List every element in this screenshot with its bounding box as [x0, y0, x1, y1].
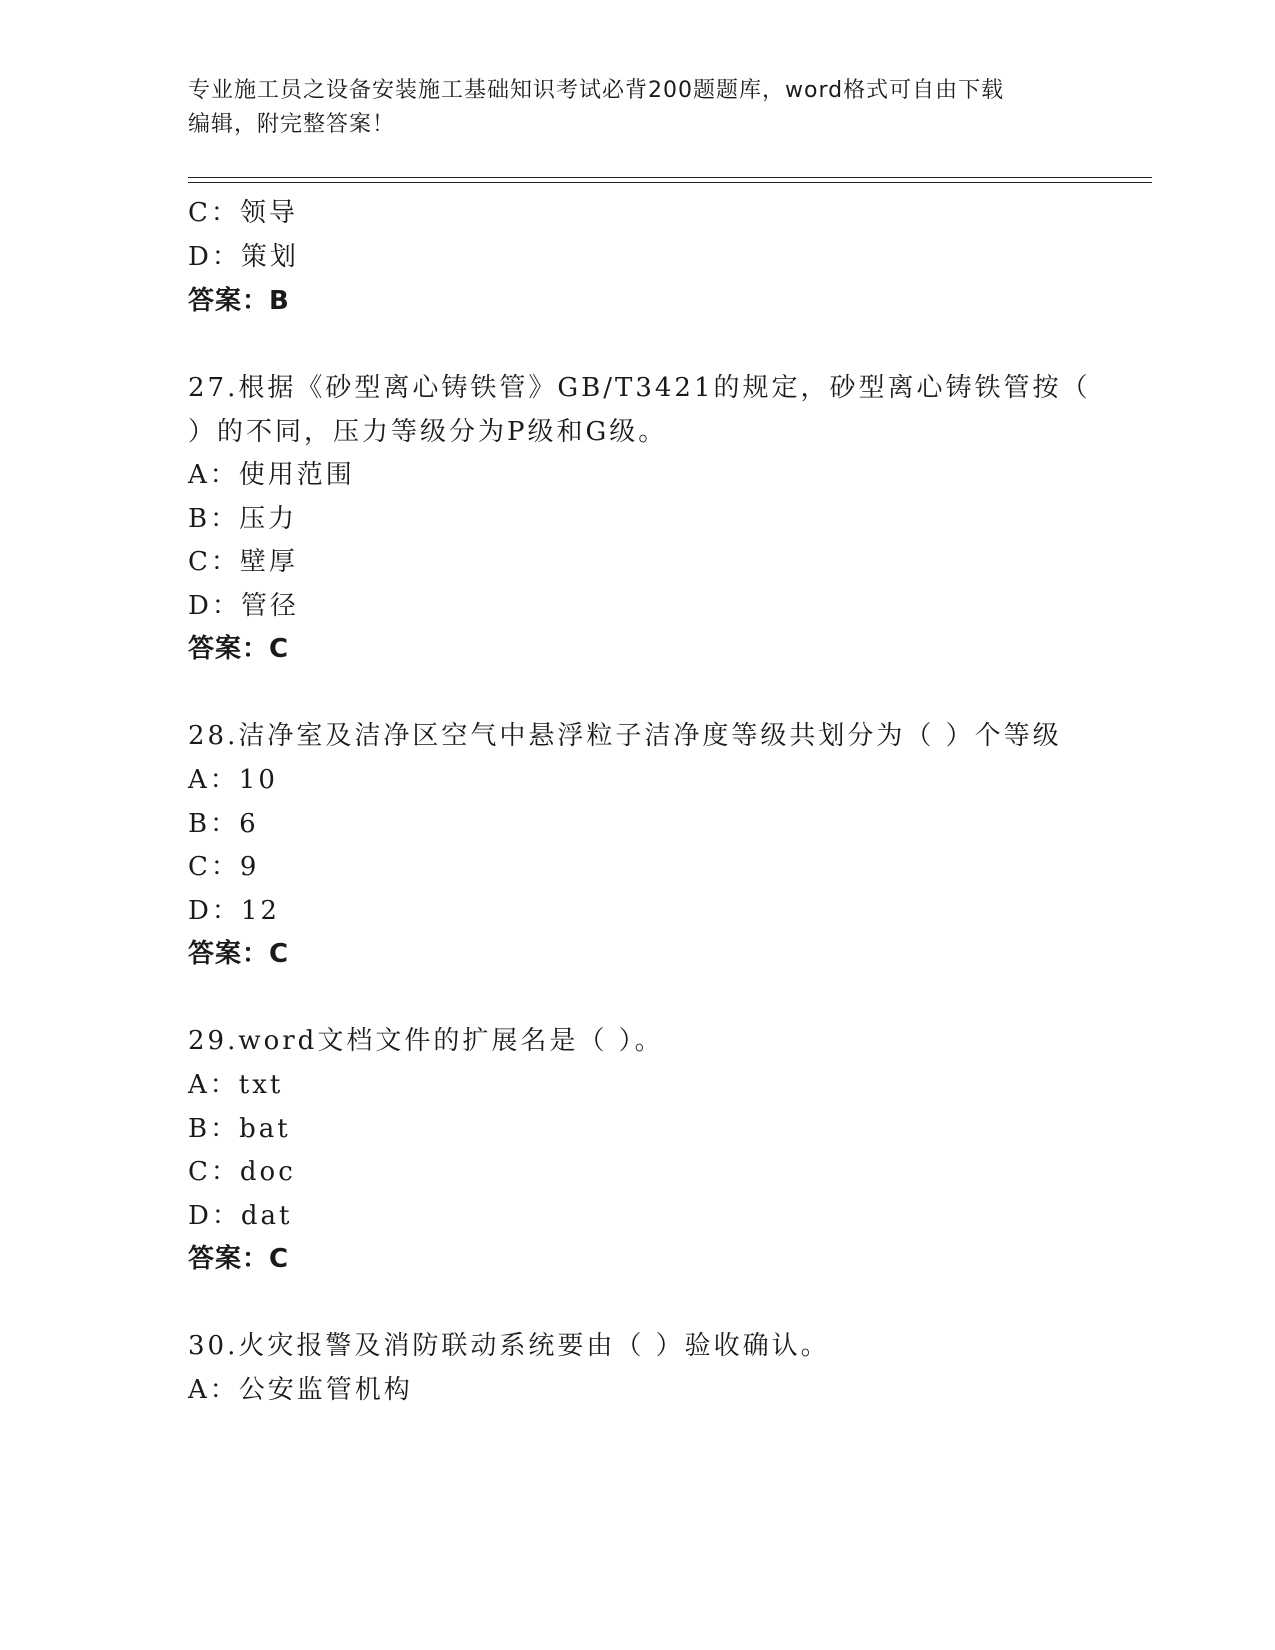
q28-answer: 答案：C — [188, 939, 290, 969]
q27-stem-line-2: ）的不同，压力等级分为P级和G级。 — [188, 417, 668, 447]
q29-stem: 29.word文档文件的扩展名是（ ）。 — [188, 1026, 664, 1056]
header-line-2: 编辑，附完整答案！ — [188, 112, 396, 137]
header-divider-top — [188, 177, 1152, 178]
q26-option-c: C：领导 — [188, 198, 298, 228]
header-line-1: 专业施工员之设备安装施工基础知识考试必背200题题库，word格式可自由下载 — [188, 78, 1005, 103]
q28-stem: 28.洁净室及洁净区空气中悬浮粒子洁净度等级共划分为（ ）个等级 — [188, 721, 1062, 751]
q28-option-c: C：9 — [188, 852, 260, 882]
q28-option-d: D：12 — [188, 896, 280, 926]
q28-option-a: A：10 — [188, 765, 278, 795]
q27-option-b: B：压力 — [188, 504, 298, 534]
q27-answer: 答案：C — [188, 634, 290, 664]
q29-option-d: D：dat — [188, 1201, 293, 1231]
q26-option-d: D：策划 — [188, 242, 299, 272]
document-header — [188, 74, 1088, 142]
header-divider-bottom — [188, 182, 1152, 183]
q28-option-b: B：6 — [188, 809, 259, 839]
q27-option-d: D：管径 — [188, 591, 299, 621]
q26-answer: 答案：B — [188, 286, 290, 316]
q29-option-c: C：doc — [188, 1157, 296, 1187]
q27-option-c: C：壁厚 — [188, 547, 298, 577]
q29-answer: 答案：C — [188, 1244, 290, 1274]
q29-option-a: A：txt — [188, 1070, 284, 1100]
q29-option-b: B：bat — [188, 1114, 291, 1144]
q30-option-a: A：公安监管机构 — [188, 1375, 413, 1405]
q27-option-a: A：使用范围 — [188, 460, 355, 490]
q30-stem: 30.火灾报警及消防联动系统要由（ ）验收确认。 — [188, 1331, 830, 1361]
q27-stem-line-1: 27.根据《砂型离心铸铁管》GB/T3421的规定，砂型离心铸铁管按（ — [188, 373, 1091, 403]
